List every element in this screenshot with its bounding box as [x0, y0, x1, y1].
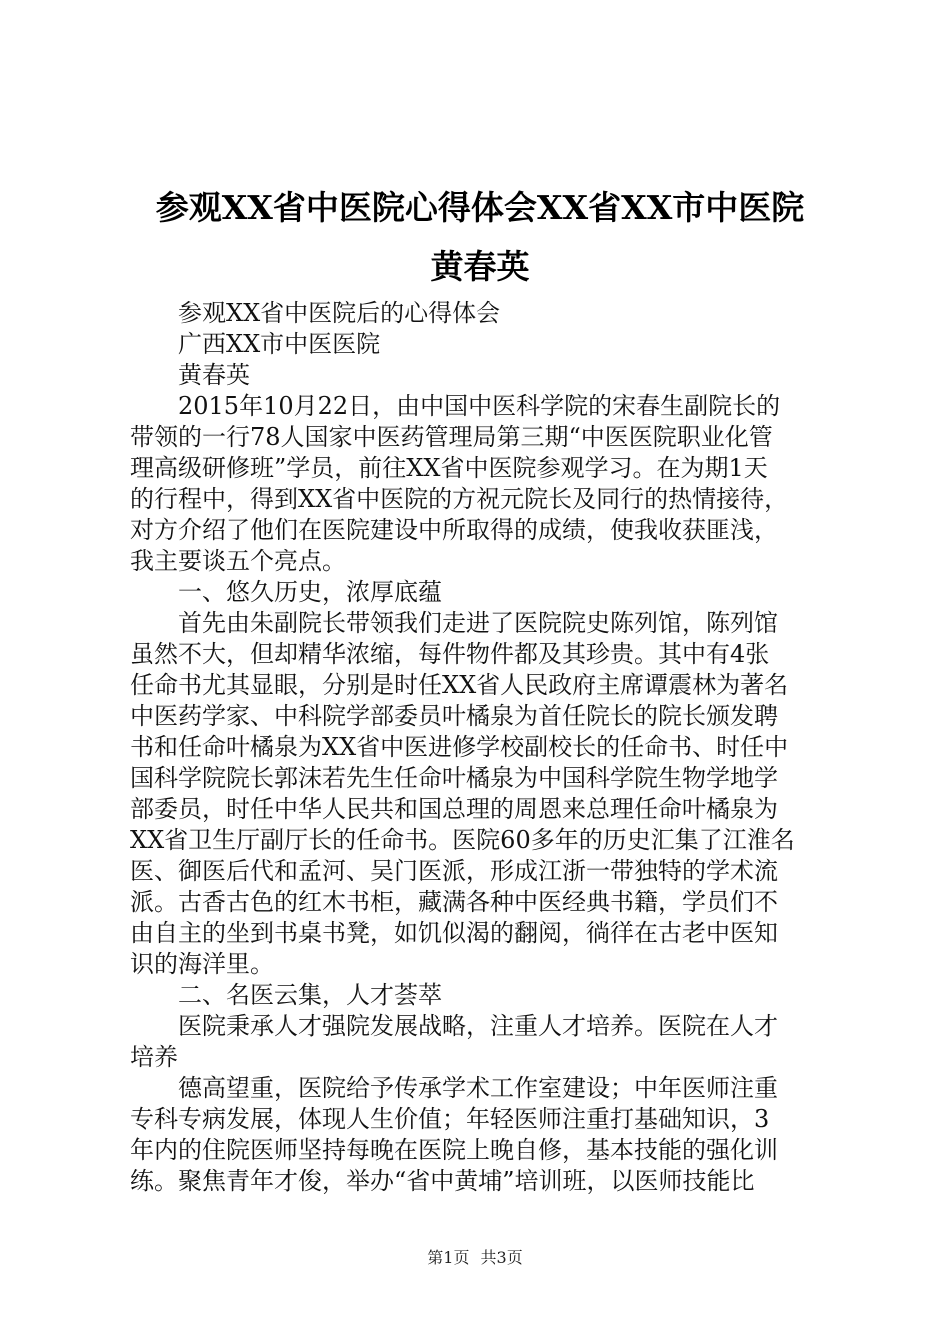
body-line: 黄春英 — [130, 361, 250, 389]
body-line: 2015年10月22日，由中国中医科学院的宋春生副院长的 — [130, 392, 781, 420]
body-line: 专科专病发展，体现人生价值；年轻医师注重打基础知识，3 — [130, 1105, 770, 1133]
body-line: 识的海洋里。 — [130, 950, 274, 978]
body-line: 派。古香古色的红木书柜，藏满各种中医经典书籍，学员们不 — [130, 888, 778, 916]
page-total: 共3页 — [480, 1248, 523, 1267]
body-line: 医、御医后代和孟河、吴门医派，形成江浙一带独特的学术流 — [130, 857, 778, 885]
body-line: 练。聚焦青年才俊，举办“省中黄埔”培训班，以医师技能比 — [130, 1167, 755, 1195]
body-line: 培养 — [130, 1043, 178, 1071]
body-line: 任命书尤其显眼，分别是时任XX省人民政府主席谭震林为著名 — [130, 671, 789, 699]
document-title-line-2: 黄春英 — [430, 247, 530, 286]
body-line: 虽然不大，但却精华浓缩，每件物件都及其珍贵。其中有4张 — [130, 640, 770, 668]
body-line: 书和任命叶橘泉为XX省中医进修学校副校长的任命书、时任中 — [130, 733, 789, 761]
body-line: 由自主的坐到书桌书凳，如饥似渴的翻阅，徜徉在古老中医知 — [130, 919, 778, 947]
body-line: 对方介绍了他们在医院建设中所取得的成绩，使我收获匪浅， — [130, 516, 778, 544]
body-line: 医院秉承人才强院发展战略，注重人才培养。医院在人才 — [130, 1012, 778, 1040]
body-line: 理高级研修班”学员，前往XX省中医院参观学习。在为期1天 — [130, 454, 768, 482]
body-line: 广西XX市中医医院 — [130, 330, 381, 358]
page-number: 第1页 — [427, 1248, 470, 1267]
body-line: 首先由朱副院长带领我们走进了医院院史陈列馆，陈列馆 — [130, 609, 778, 637]
body-line: 德高望重，医院给予传承学术工作室建设；中年医师注重 — [130, 1074, 778, 1102]
body-line: 带领的一行78人国家中医药管理局第三期“中医医院职业化管 — [130, 423, 773, 451]
body-line: 我主要谈五个亮点。 — [130, 547, 346, 575]
body-line: 年内的住院医师坚持每晚在医院上晚自修，基本技能的强化训 — [130, 1136, 778, 1164]
page-footer — [0, 1245, 950, 1268]
body-line: XX省卫生厅副厅长的任命书。医院60多年的历史汇集了江淮名 — [130, 826, 795, 854]
document-title-line-1: 参观XX省中医院心得体会XX省XX市中医院 — [155, 188, 805, 227]
body-line: 的行程中，得到XX省中医院的方祝元院长及同行的热情接待， — [130, 485, 789, 513]
body-line: 二、名医云集，人才荟萃 — [130, 981, 442, 1009]
body-line: 部委员，时任中华人民共和国总理的周恩来总理任命叶橘泉为 — [130, 795, 778, 823]
body-line: 中医药学家、中科院学部委员叶橘泉为首任院长的院长颁发聘 — [130, 702, 778, 730]
document-body — [130, 298, 830, 1197]
body-line: 国科学院院长郭沫若先生任命叶橘泉为中国科学院生物学地学 — [130, 764, 778, 792]
body-line: 一、悠久历史，浓厚底蕴 — [130, 578, 442, 606]
body-line: 参观XX省中医院后的心得体会 — [130, 299, 501, 327]
